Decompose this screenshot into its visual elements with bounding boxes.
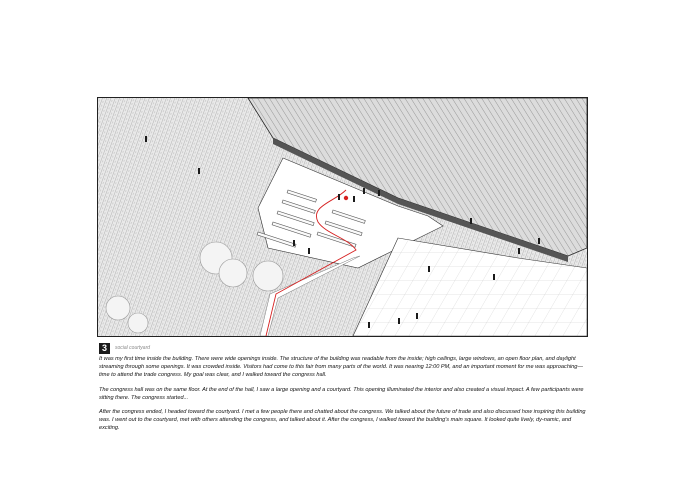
axonometric-illustration xyxy=(97,97,588,337)
figure-number: 3 xyxy=(99,343,110,354)
figure-caption xyxy=(99,342,150,354)
narrative-text xyxy=(99,355,589,439)
paragraph-3: After the congress ended, I headed toward the courtyard. I met a few people there and chatted about the congress. We talked about the future of trade and also discussed how inspiring this building was. I went out to the courtyard, met with others attending the congress, and talked about it. After the congress, I walked toward the building's main square. It looked quite lively, dy-namic, and exciting. xyxy=(99,409,586,432)
paragraph-2: The congress hall was on the same floor. At the end of the hall, I saw a large opening and a courtyard. This opening illuminated the interior and also created a visual impact. A few participants were sitting there. The congress started... xyxy=(99,386,584,401)
courtyard-drawing xyxy=(98,98,587,336)
figure-title: social courtyard xyxy=(115,345,151,351)
paragraph-1: It was my first time inside the building. There were wide openings inside. The structure of the building was readable from the inside; high ceilings, large windows, an open floor plan, and daylight streaming through some openings. It was crowded inside. Visitors had come to this fair from many parts of the world. It was nearing 12:00 PM, and an important moment for me was approaching—time to attend the trade congress. My goal was clear, and I walked toward the congress hall. xyxy=(99,356,583,379)
visitor-marker xyxy=(344,196,348,200)
